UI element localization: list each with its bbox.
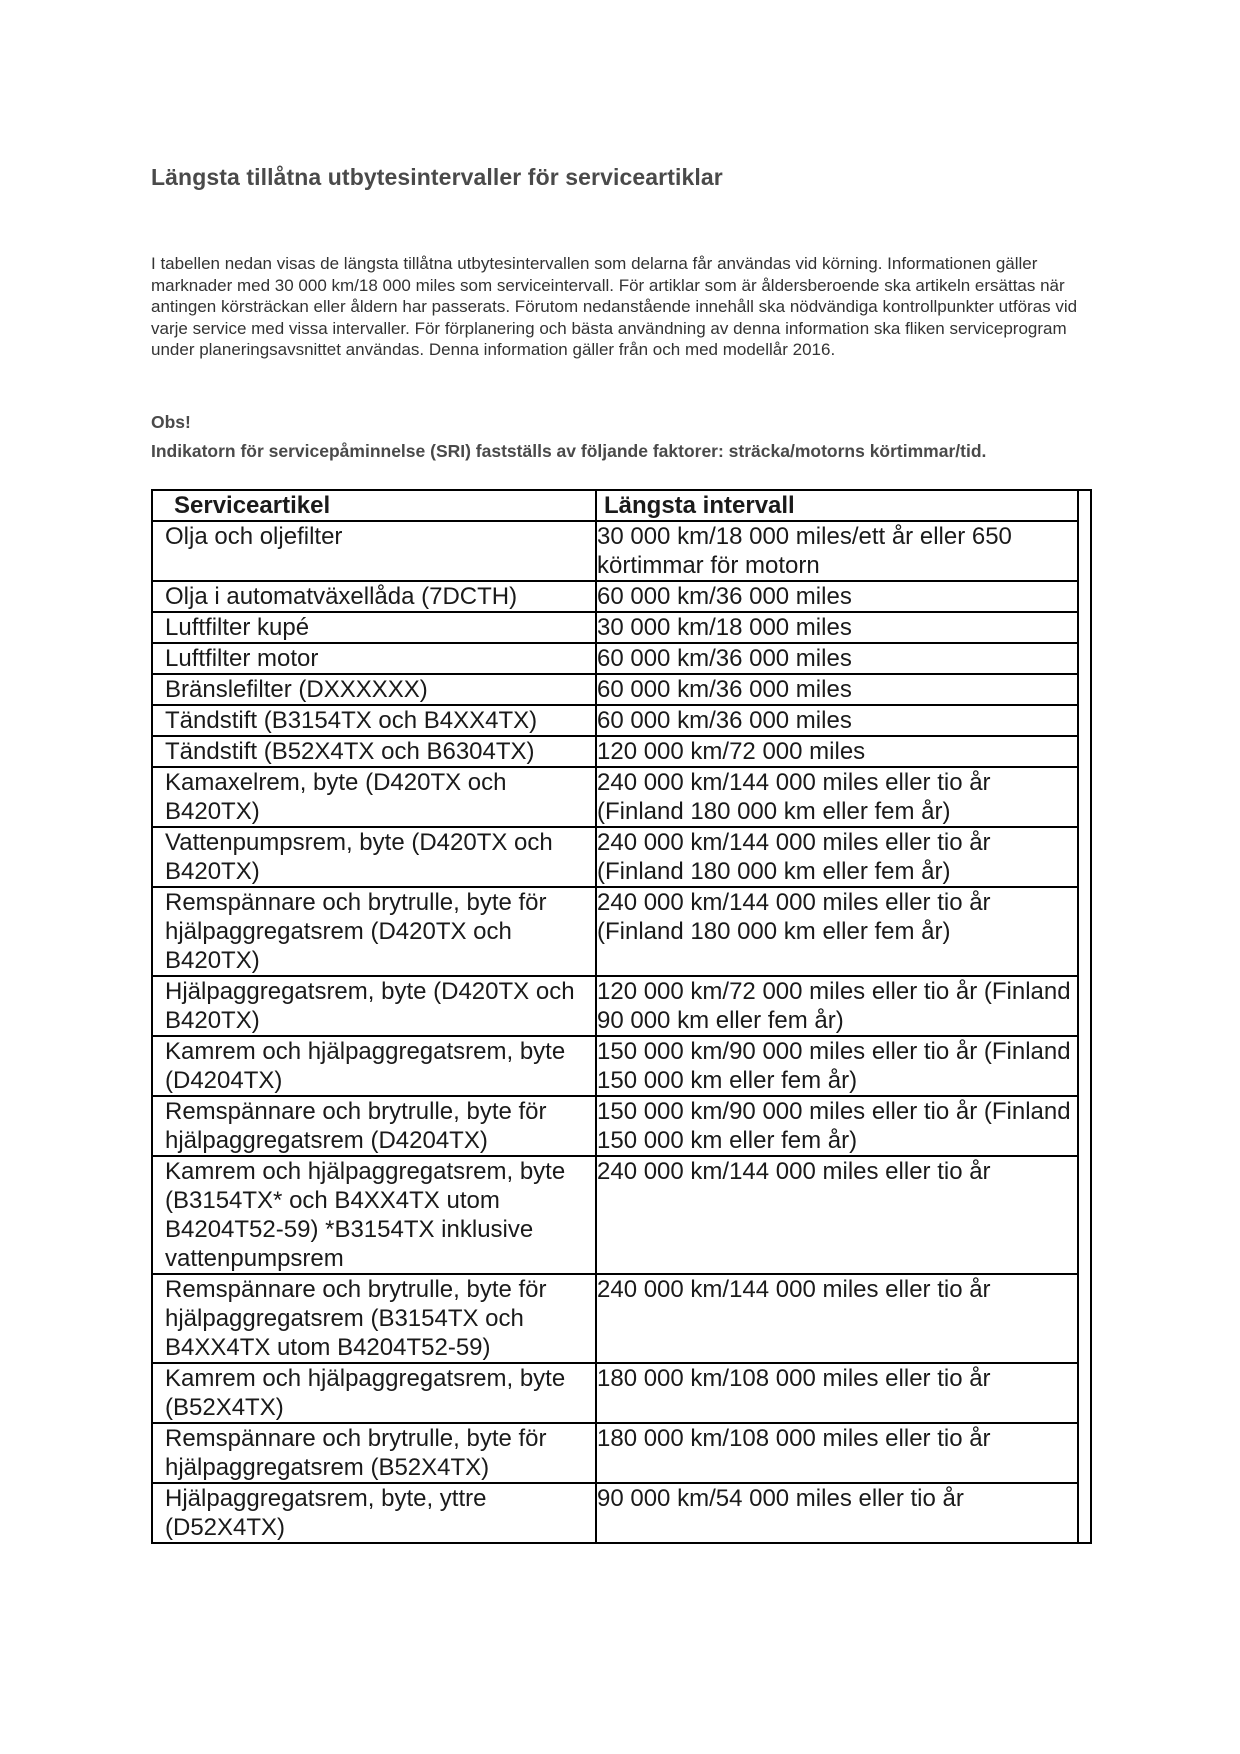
- note-text: Indikatorn för servicepåminnelse (SRI) fastställs av följande faktorer: sträcka/motorns körtimmar/tid.: [151, 441, 987, 461]
- table-row: [153, 612, 1079, 643]
- cell-max-interval: 240 000 km/144 000 miles eller tio år: [596, 1274, 1079, 1363]
- table-row: [153, 1363, 1079, 1423]
- cell-service-item: Tändstift (B3154TX och B4XX4TX): [153, 705, 596, 736]
- table-row: [153, 705, 1079, 736]
- cell-service-item: Bränslefilter (DXXXXXX): [153, 674, 596, 705]
- cell-service-item: Remspännare och brytrulle, byte för hjälpaggregatsrem (B3154TX och B4XX4TX utom B4204T52-59): [153, 1274, 596, 1363]
- table-row: [153, 827, 1079, 887]
- cell-max-interval: 30 000 km/18 000 miles: [596, 612, 1079, 643]
- table-row: [153, 1274, 1079, 1363]
- cell-max-interval: 60 000 km/36 000 miles: [596, 581, 1079, 612]
- cell-service-item: Tändstift (B52X4TX och B6304TX): [153, 736, 596, 767]
- cell-max-interval: 150 000 km/90 000 miles eller tio år (Finland 150 000 km eller fem år): [596, 1096, 1079, 1156]
- page-title: Längsta tillåtna utbytesintervaller för serviceartiklar: [151, 164, 723, 190]
- header-service-item: Serviceartikel: [153, 491, 596, 521]
- table-row: [153, 674, 1079, 705]
- table-row: [153, 976, 1079, 1036]
- cell-service-item: Luftfilter motor: [153, 643, 596, 674]
- table-row: [153, 1423, 1079, 1483]
- table-row: [153, 643, 1079, 674]
- cell-max-interval: 150 000 km/90 000 miles eller tio år (Finland 150 000 km eller fem år): [596, 1036, 1079, 1096]
- service-interval-table: [153, 491, 1079, 1542]
- table-header-row: [153, 491, 1079, 521]
- cell-max-interval: 30 000 km/18 000 miles/ett år eller 650 körtimmar för motorn: [596, 521, 1079, 581]
- cell-service-item: Kamrem och hjälpaggregatsrem, byte (B52X4TX): [153, 1363, 596, 1423]
- cell-service-item: Hjälpaggregatsrem, byte, yttre (D52X4TX): [153, 1483, 596, 1542]
- cell-max-interval: 180 000 km/108 000 miles eller tio år: [596, 1423, 1079, 1483]
- cell-service-item: Olja i automatväxellåda (7DCTH): [153, 581, 596, 612]
- cell-max-interval: 60 000 km/36 000 miles: [596, 674, 1079, 705]
- table-row: [153, 521, 1079, 581]
- cell-max-interval: 120 000 km/72 000 miles eller tio år (Finland 90 000 km eller fem år): [596, 976, 1079, 1036]
- cell-max-interval: 240 000 km/144 000 miles eller tio år (Finland 180 000 km eller fem år): [596, 767, 1079, 827]
- table-row: [153, 1483, 1079, 1542]
- cell-max-interval: 60 000 km/36 000 miles: [596, 643, 1079, 674]
- table-row: [153, 887, 1079, 976]
- table-row: [153, 1036, 1079, 1096]
- cell-service-item: Kamrem och hjälpaggregatsrem, byte (B3154TX* och B4XX4TX utom B4204T52-59) *B3154TX inklusive vattenpumpsrem: [153, 1156, 596, 1274]
- cell-service-item: Remspännare och brytrulle, byte för hjälpaggregatsrem (D420TX och B420TX): [153, 887, 596, 976]
- note-label: Obs!: [151, 412, 191, 432]
- cell-max-interval: 240 000 km/144 000 miles eller tio år (Finland 180 000 km eller fem år): [596, 827, 1079, 887]
- cell-service-item: Remspännare och brytrulle, byte för hjälpaggregatsrem (D4204TX): [153, 1096, 596, 1156]
- header-max-interval: Längsta intervall: [596, 491, 1079, 521]
- cell-service-item: Vattenpumpsrem, byte (D420TX och B420TX): [153, 827, 596, 887]
- cell-max-interval: 120 000 km/72 000 miles: [596, 736, 1079, 767]
- cell-max-interval: 240 000 km/144 000 miles eller tio år: [596, 1156, 1079, 1274]
- intro-paragraph: I tabellen nedan visas de längsta tillåtna utbytesintervallen som delarna får användas vid körning. Informationen gäller marknader med 30 000 km/18 000 miles som serviceintervall. För artiklar som är åldersberoende ska artikeln ersättas när antingen körsträckan eller åldern har passerats. Förutom nedanstående innehåll ska nödvändiga kontrollpunkter utföras vid varje service med vissa intervaller. För förplanering och bästa användning av denna information ska fliken serviceprogram under planeringsavsnittet användas. Denna information gäller från och med modellår 2016.: [151, 254, 1078, 360]
- table-row: [153, 1096, 1079, 1156]
- cell-max-interval: 90 000 km/54 000 miles eller tio år: [597, 1485, 964, 1512]
- cell-service-item: Hjälpaggregatsrem, byte (D420TX och B420TX): [153, 976, 596, 1036]
- table-row: [153, 1156, 1079, 1274]
- table-row: [153, 736, 1079, 767]
- table-row: [153, 581, 1079, 612]
- cell-service-item: Luftfilter kupé: [153, 612, 596, 643]
- table-body: [153, 521, 1079, 1542]
- cell-max-interval: 240 000 km/144 000 miles eller tio år (Finland 180 000 km eller fem år): [596, 887, 1079, 976]
- table-row: [153, 767, 1079, 827]
- cell-max-interval: 60 000 km/36 000 miles: [596, 705, 1079, 736]
- cell-service-item: Remspännare och brytrulle, byte för hjälpaggregatsrem (B52X4TX): [153, 1423, 596, 1483]
- cell-service-item: Kamaxelrem, byte (D420TX och B420TX): [153, 767, 596, 827]
- service-table-frame: [151, 489, 1092, 1544]
- cell-max-interval: 180 000 km/108 000 miles eller tio år: [596, 1363, 1079, 1423]
- cell-service-item: Kamrem och hjälpaggregatsrem, byte (D4204TX): [153, 1036, 596, 1096]
- cell-service-item: Olja och oljefilter: [153, 521, 596, 581]
